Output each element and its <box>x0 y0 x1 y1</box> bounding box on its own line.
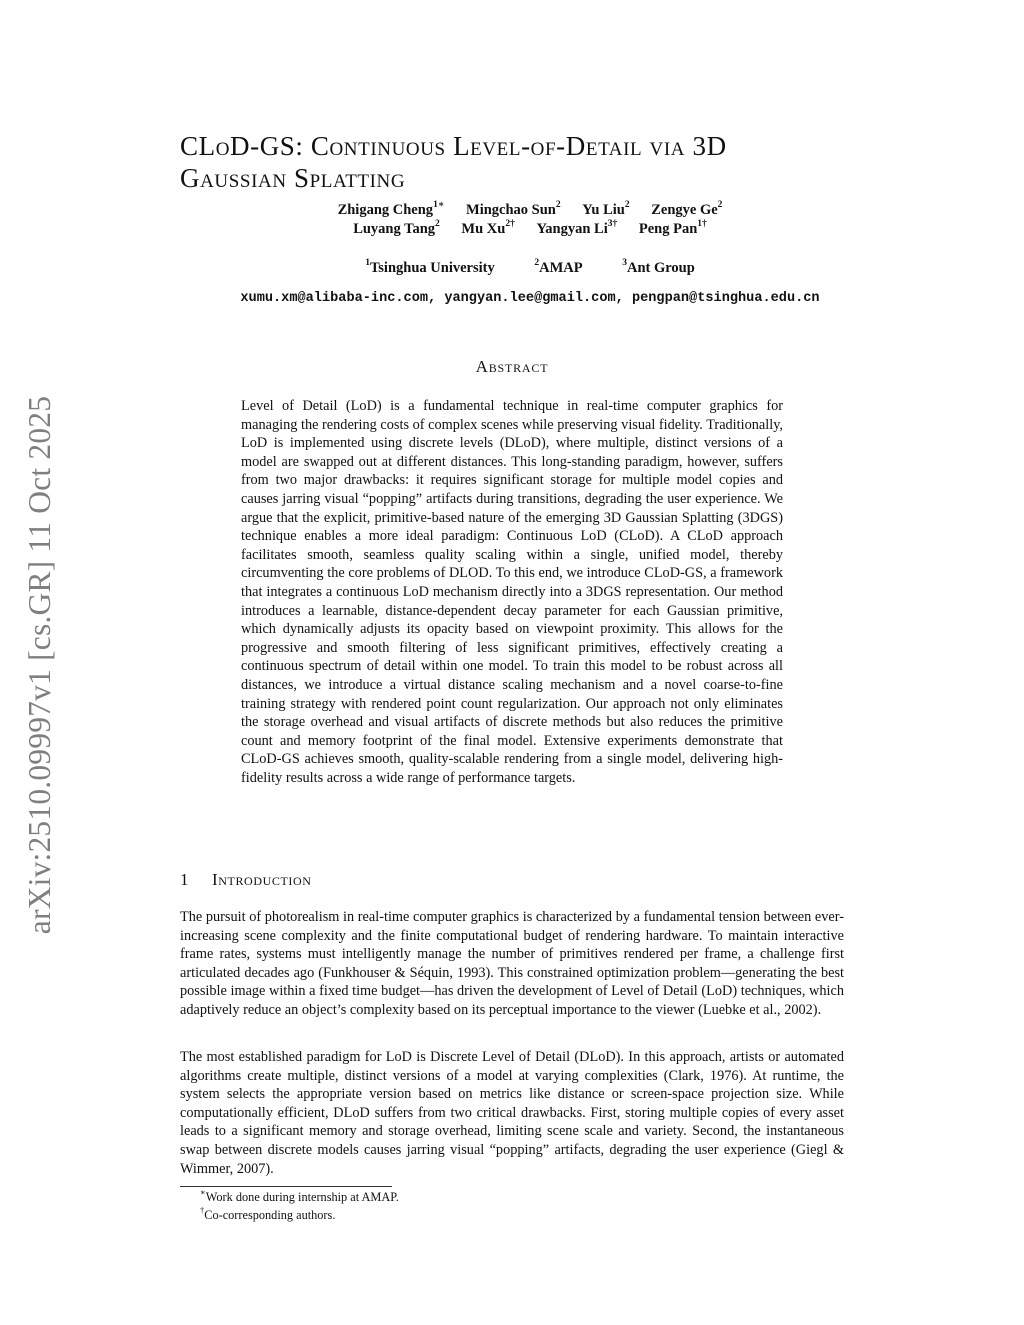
affiliation: $^1$Tsinghua University <box>365 258 495 276</box>
affiliation-list <box>180 258 880 278</box>
footnote: †Co-corresponding authors. <box>200 1204 336 1222</box>
paragraph: The most established paradigm for LoD is Discrete Level of Detail (DLoD). In this approach, artists or automated algorithms create multiple, distinct versions of a model at varying complexities (Clark, 1976). At runtime, the system selects the appropriate version based on metrics like distance or screen-space projection size. While computationally efficient, DLoD suffers from two critical drawbacks. First, storing multiple copies of every asset leads to a significant memory and storage overhead, limiting scene scale and variety. Second, the instantaneous swap between discrete models causes jarring visual “popping” artifacts, degrading the user experience (Giegl & Wimmer, 2007). <box>180 1049 844 1177</box>
footnote: ∗Work done during internship at AMAP. <box>200 1186 399 1204</box>
arxiv-identifier-stamp <box>18 370 62 960</box>
author-row-2 <box>180 220 880 239</box>
affiliation: $^3$Ant Group <box>622 258 695 276</box>
author: Zhigang Cheng$^{1∗}$ <box>337 200 445 218</box>
title-line-1: CLoD-GS: Continuous Level-of-Detail via 3D <box>180 131 727 161</box>
abstract-text: Level of Detail (LoD) is a fundamental technique in real-time computer graphics for managing the rendering costs of complex scenes while preserving visual fidelity. Traditionally, LoD is implemented using discrete levels (DLoD), where multiple, distinct versions of a model are swapped out at different distances. This long-standing paradigm, however, suffers from two major drawbacks: it requires significant storage for multiple model copies and causes jarring visual “popping” artifacts during transitions, degrading the user experience. We argue that the explicit, primitive-based nature of the emerging 3D Gaussian Splatting (3DGS) technique enables a more ideal paradigm: Continuous LoD (CLoD). A CLoD approach facilitates smooth, seamless quality scaling within a single, unified model, thereby circumventing the core problems of DLOD. To this end, we introduce CLoD-GS, a framework that integrates a continuous LoD mechanism directly into a 3DGS representation. Our method introduces a learnable, distance-dependent decay parameter for each Gaussian primitive, which dynamically adjusts its opacity based on viewpoint proximity. This allows for the progressive and smooth filtering of less significant primitives, effectively creating a continuous spectrum of detail within one model. To train this model to be robust across all distances, we introduce a virtual distance scaling mechanism and a novel coarse-to-fine training strategy with rendered point count regularization. Our approach not only eliminates the storage overhead and visual artifacts of discrete methods but also reduces the primitive count and memory footprint of the final model. Extensive experiments demonstrate that CLoD-GS achieves smooth, quality-scalable rendering from a single model, delivering high-fidelity results across a wide range of performance targets. <box>241 398 783 786</box>
author: Mingchao Sun$^2$ <box>466 200 561 218</box>
paper-title <box>180 130 880 194</box>
section-heading-introduction <box>180 869 580 891</box>
title-line-2: Gaussian Splatting <box>180 163 406 193</box>
author: Zengye Ge$^2$ <box>651 200 723 218</box>
author: Mu $Xu^{2\dagger}$ <box>461 219 515 237</box>
section-number: 1 <box>180 870 190 889</box>
footnote-divider <box>180 1186 392 1187</box>
author-emails: xumu.xm@alibaba-inc.com, yangyan.lee@gmail.com, pengpan@tsinghua.edu.cn <box>240 291 820 306</box>
footnotes <box>200 1188 800 1224</box>
author: Yangyan $Li^{3\dagger}$ <box>536 219 618 237</box>
section-title: Introduction <box>212 870 312 889</box>
paragraph: The pursuit of photorealism in real-time computer graphics is characterized by a fundamental tension between ever-increasing scene complexity and the finite computational budget of rendering hardware. To maintain interactive frame rates, systems must intelligently manage the number of primitives rendered per frame, a challenge first articulated decades ago (Funkhouser & Séquin, 1993). This constrained optimization problem—generating the best possible image within a fixed time budget—has driven the development of Level of Detail (LoD) techniques, which adaptively reduce an object’s complexity based on its perceptual importance to the viewer (Luebke et al., 2002). <box>180 909 844 1018</box>
author: Peng Pan$^{1\dagger}$ <box>638 219 707 237</box>
author: Yu Liu$^2$ <box>582 200 630 218</box>
affiliation: $^2$AMAP <box>534 258 583 276</box>
arxiv-identifier-text: arXiv:2510.09997v1 [cs.GR] 11 Oct 2025 <box>22 395 57 935</box>
author-list <box>180 201 880 239</box>
abstract-heading: Abstract <box>475 357 549 376</box>
author-row-1 <box>180 201 880 220</box>
author: Luyang Tang$^2$ <box>353 219 440 237</box>
